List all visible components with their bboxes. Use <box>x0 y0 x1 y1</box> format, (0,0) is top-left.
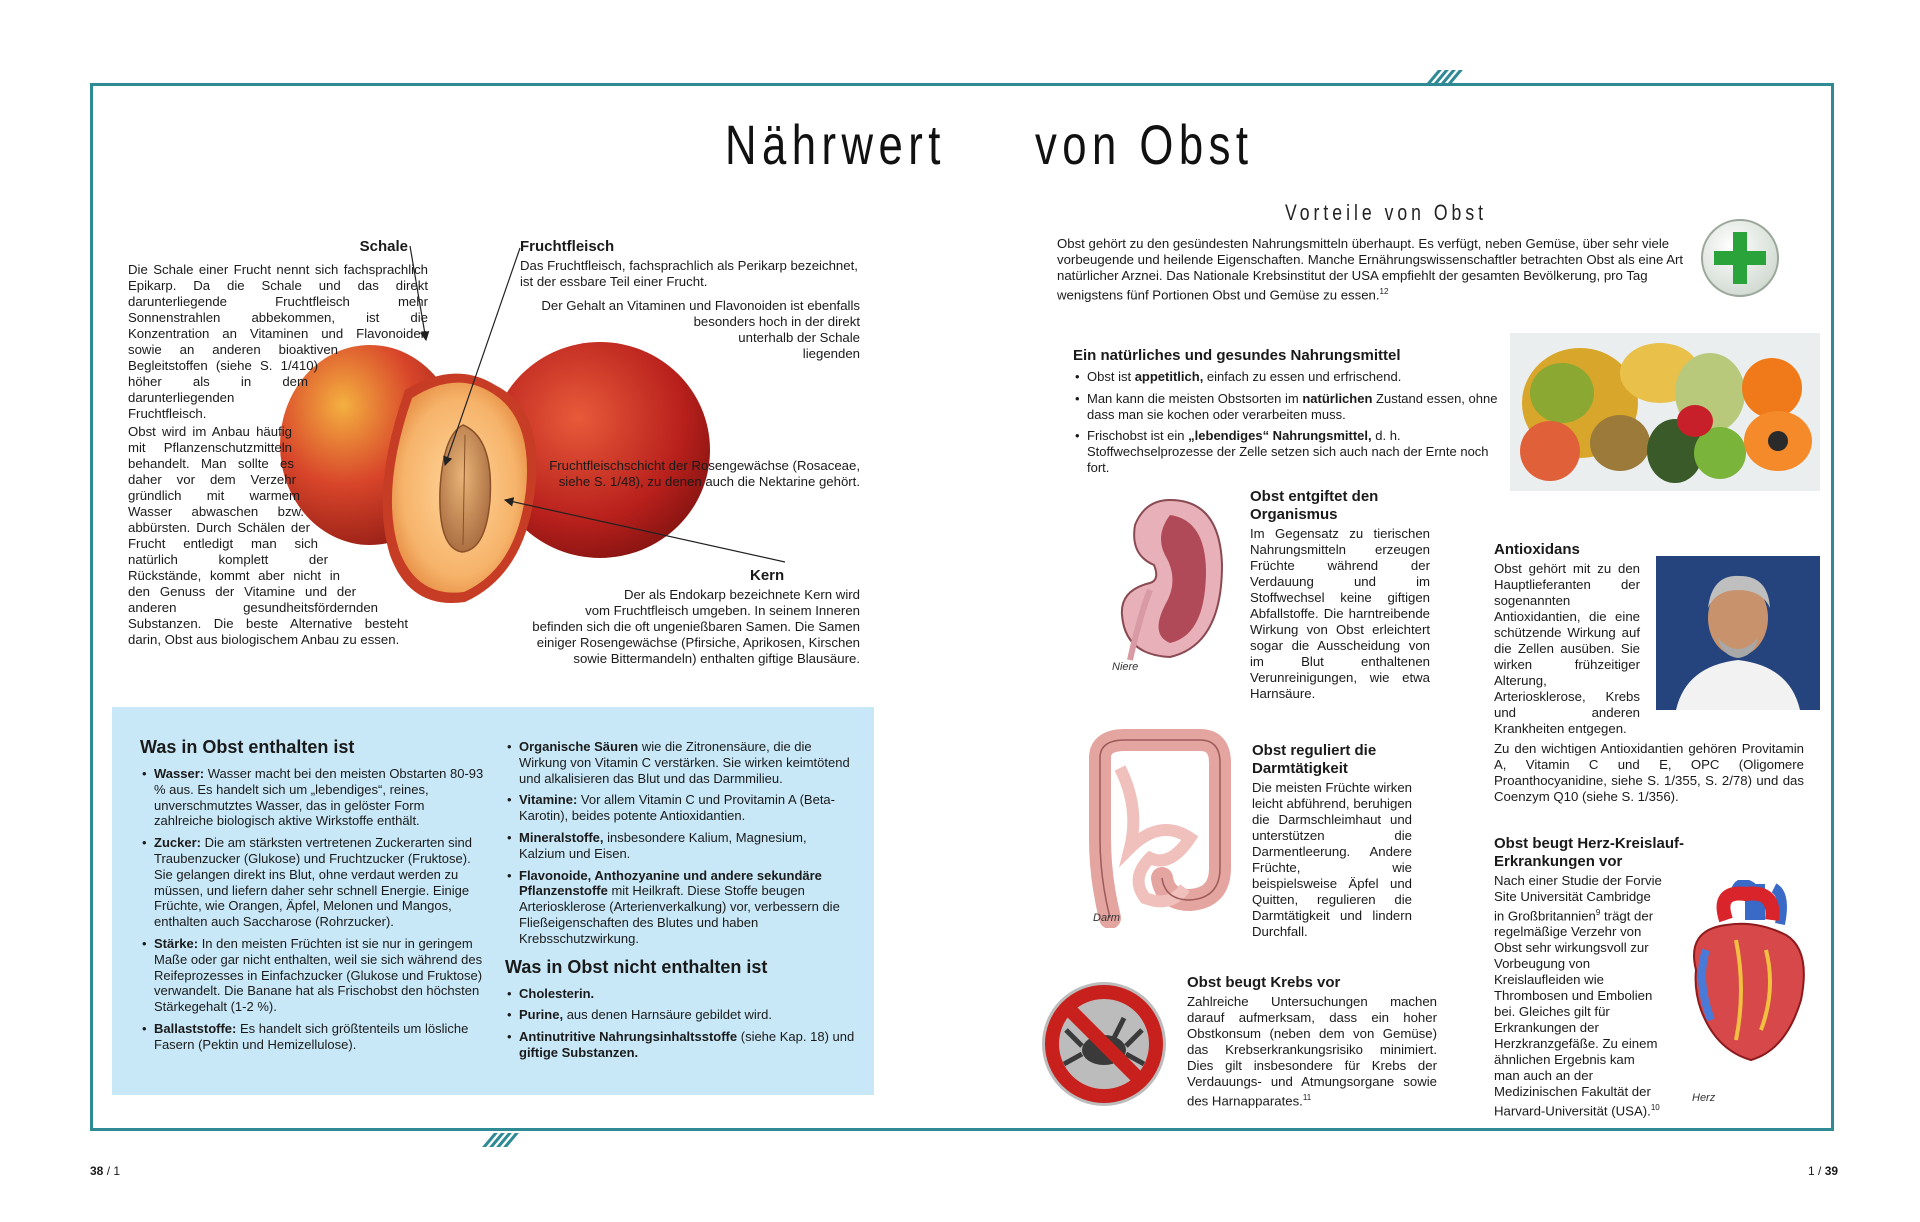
plus-icon <box>1700 218 1780 298</box>
kern-section <box>510 567 860 669</box>
darm-text: Die meisten Früchte wirken leicht abführend, beruhigen die Darmschleimhaut und unterstützen die Darmentleerung. Andere Früchte, wie beispielsweise Äpfel und Quitten, regulieren die Darmtätigkeit und lindern Durchfall. <box>1252 780 1412 939</box>
kern-paragraph: Der als Endokarp bezeichnete Kern wird vom Fruchtfleisch umgeben. In seinem Inneren befinden sich die oft ungenießbaren Samen. Die Samen einiger Rosengewächse (Pfirsiche, Aprikosen, Kirschen sowie Bittermandeln) enthalten giftige Blausäure. <box>532 587 860 666</box>
nutrient-box <box>112 707 874 1095</box>
page-number-right: 1 / 39 <box>1808 1164 1839 1178</box>
fruchtfleisch-section <box>520 238 860 294</box>
list-item: • Antinutritive Nahrungsinhaltsstoffe (siehe Kap. 18) und giftige Substanzen. <box>505 1029 855 1061</box>
intestine-caption: Darm <box>1093 912 1120 924</box>
fruchtfleisch-paragraph-1: Das Fruchtfleisch, fachsprachlich als Perikarp bezeichnet, ist der essbare Teil einer Frucht. <box>520 258 858 289</box>
antiox-heading: Antioxidans <box>1494 541 1580 558</box>
contains-list-2 <box>505 739 855 947</box>
list-item: • Organische Säuren wie die Zitronensäure, die die Wirkung von Vitamin C verstärken. Sie wirken keimtötend und alkalisieren das Blut und das Darmmilieu. <box>505 739 855 786</box>
list-item: • Obst ist appetitlich, einfach zu essen und erfrischend. <box>1073 369 1503 385</box>
intestine-illustration <box>1070 728 1240 928</box>
list-item: • Frischobst ist ein „lebendiges“ Nahrungsmittel, d. h. Stoffwechselprozesse der Zelle setzen sich auch nach der Ernte noch fort. <box>1073 428 1503 475</box>
list-item: • Zucker: Die am stärksten vertretenen Zuckerarten sind Traubenzucker (Glukose) und Fruchtzucker (Fruktose). Sie gelangen direkt ins Blut, ohne verdaut werden zu müssen, und liefern daher sehr schnell Energie. Einige Früchte, wie Orangen, Äpfel, Melonen und Mangos, enthalten auch Saccharose (Rohrzucker). <box>140 835 485 930</box>
list-item: • Purine, aus denen Harnsäure gebildet wird. <box>505 1007 855 1023</box>
not-contains-list <box>505 986 855 1061</box>
antiox-text-2: Zu den wichtigen Antioxidantien gehören Provitamin A, Vitamin C und E, OPC (Oligomere Proanthocyanidine, siehe S. 1/355, S. 2/78) und das Coenzym Q10 (siehe S. 1/356). <box>1494 741 1804 804</box>
page-number-left: 38 / 1 <box>90 1164 121 1178</box>
list-item: • Cholesterin. <box>505 986 855 1002</box>
list-item: • Stärke: In den meisten Früchten ist sie nur in geringem Maße oder gar nicht enthalten, weil sie sich während des Reifeprozesses in Einfachzucker (Glukose und Fruktose) verwandelt. Die Banane hat als Frischobst den höchsten Stärkegehalt (1-2 %). <box>140 936 485 1015</box>
list-item: • Vitamine: Vor allem Vitamin C und Provitamin A (Beta-Karotin), beides potente Antioxidantien. <box>505 792 855 824</box>
schale-paragraph-1: Die Schale einer Frucht nennt sich fachsprachlich Epikarp. Da die Schale und das direkt darunterliegende Fruchtfleisch mehr Sonnenstrahlen abbekommen, ist die Konzentration an Vitaminen und Flavonoiden sowie an anderen bioaktiven Begleitstoffen (siehe S. 1/410) höher als in dem darunterliegenden Fruchtfleisch. <box>128 262 428 421</box>
list-item: • Ballaststoffe: Es handelt sich größtenteils um lösliche Fasern (Pektin und Hemizellulose). <box>140 1021 485 1053</box>
fruit-photo <box>1510 333 1820 491</box>
krebs-heading: Obst beugt Krebs vor <box>1187 974 1341 991</box>
fruchtfleisch-paragraph-2-block <box>520 298 860 492</box>
contains-list-1 <box>140 766 485 1053</box>
natural-heading: Ein natürliches und gesundes Nahrungsmittel <box>1073 347 1401 364</box>
kidney-illustration <box>1110 495 1230 665</box>
fruchtfleisch-heading: Fruchtfleisch <box>520 238 615 255</box>
list-item: • Wasser: Wasser macht bei den meisten Obstarten 80-93 % aus. Es handelt sich um „lebendiges“, reines, unverschmutztes Wasser, das in gelöster Form zahlreiche biologisch aktive Wirkstoffe enthält. <box>140 766 485 829</box>
entgiftet-text: Im Gegensatz zu tierischen Nahrungsmitteln erzeugen Früchte während der Verdauung und im Stoffwechsel keine giftigen Abfallstoffe. Die harntreibende Wirkung von Obst erleichtert sogar die Ausscheidung von im Blut enthaltenen Verunreinigungen, wie etwa Harnsäure. <box>1250 526 1430 701</box>
section-subtitle: Vorteile von Obst <box>1285 200 1488 225</box>
antiox-text-1: Obst gehört mit zu den Hauptlieferanten der sogenannten Antioxidantien, die eine schützende Wirkung auf die Zellen ausüben. Sie wirken frühzeitiger Alterung, Arteriosklerose, Krebs und anderen Krankheiten entgegen. <box>1494 561 1640 736</box>
schale-text-top <box>128 262 428 758</box>
schale-section <box>128 238 408 258</box>
list-item: • Man kann die meisten Obstsorten im natürlichen Zustand essen, ohne dass man sie kochen oder verarbeiten muss. <box>1073 391 1503 423</box>
fruchtfleisch-paragraph-2: Der Gehalt an Vitaminen und Flavonoiden ist ebenfalls besonders hoch in der direkt unterhalb der Schale liegenden Fruchtfleischschicht der Rosengewächse (Rosaceae, siehe S. 1/48), zu denen auch die Nektarine gehört. <box>541 298 860 489</box>
kidney-caption: Niere <box>1112 661 1139 673</box>
schale-paragraph-2: Obst wird im Anbau häufig mit Pflanzenschutzmitteln behandelt. Man sollte es daher vor dem Verzehr gründlich mit warmem Wasser abwaschen bzw. abbürsten. Durch Schälen der Frucht entledigt man sich natürlich komplett der Rückstände, kommt aber nicht in den Genuss der Vitamine und der anderen gesundheitsfördernden Substanzen. Die beste Alternative besteht darin, Obst aus biologischem Anbau zu essen. <box>128 424 408 647</box>
herz-heading: Obst beugt Herz-Kreislauf-Erkrankungen vor <box>1494 835 1685 870</box>
entgiftet-section <box>1250 488 1430 704</box>
list-item: • Mineralstoffe, insbesondere Kalium, Magnesium, Kalzium und Eisen. <box>505 830 855 862</box>
heart-caption: Herz <box>1692 1092 1716 1104</box>
no-cancer-icon <box>1038 978 1170 1110</box>
schale-heading: Schale <box>359 238 408 255</box>
herz-text: Nach einer Studie der Forvie Site Universität Cambridge in Großbritannien$^9$ trägt der regelmäßige Verzehr von Obst sehr wirkungsvoll zur Vorbeugung von Kreislaufleiden wie Thrombosen und Embolien bei. Gleiches gilt für Erkrankungen der Herzkranzgefäße. Zu einem ähnlichen Ergebnis kam man auch an der Medizinischen Fakultät der Harvard-Universität (USA).$^{10}$ <box>1494 873 1662 1119</box>
contains-heading: Was in Obst enthalten ist <box>140 737 355 757</box>
heart-illustration <box>1676 880 1816 1080</box>
page-title-left: Nährwert <box>725 113 946 176</box>
natural-section <box>1073 347 1503 482</box>
portrait-photo <box>1656 556 1820 710</box>
darm-section <box>1252 742 1412 942</box>
krebs-section <box>1187 974 1437 1111</box>
not-contains-heading: Was in Obst nicht enthalten ist <box>505 956 768 977</box>
intro-paragraph: Obst gehört zu den gesündesten Nahrungsmitteln überhaupt. Es verfügt, neben Gemüse, über sehr viele vorbeugende und heilende Eigenschaften. Manche Ernährungswissenschaftler betrachten Obst als eine Art natürlicher Arznei. Das Nationale Krebsinstitut der USA empfiehlt der gesamten Bevölkerung, pro Tag wenigstens fünf Portionen Obst und Gemüse zu essen.$^{12}$ <box>1057 236 1684 303</box>
krebs-text: Zahlreiche Untersuchungen machen darauf aufmerksam, dass ein hoher Obstkonsum (neben dem von Gemüse) das Krebserkrankungsrisiko minimiert. Dies gilt insbesondere für Krebs der Verdauungs- und Atmungsorgane sowie des Harnapparates.$^{11}$ <box>1187 994 1437 1109</box>
natural-list <box>1073 369 1503 476</box>
darm-heading: Obst reguliert die Darmtätigkeit <box>1252 742 1377 777</box>
page-title-right: von Obst <box>1035 113 1254 176</box>
list-item: • Flavonoide, Anthozyanine und andere sekundäre Pflanzenstoffe mit Heilkraft. Diese Stoffe beugen Arteriosklerose (Arterienverkalkung) vor, verbessern die Fließeigenschaften des Blutes und haben Krebsschutzwirkung. <box>505 868 855 947</box>
entgiftet-heading: Obst entgiftet den Organismus <box>1250 488 1379 523</box>
kern-heading: Kern <box>750 567 785 584</box>
